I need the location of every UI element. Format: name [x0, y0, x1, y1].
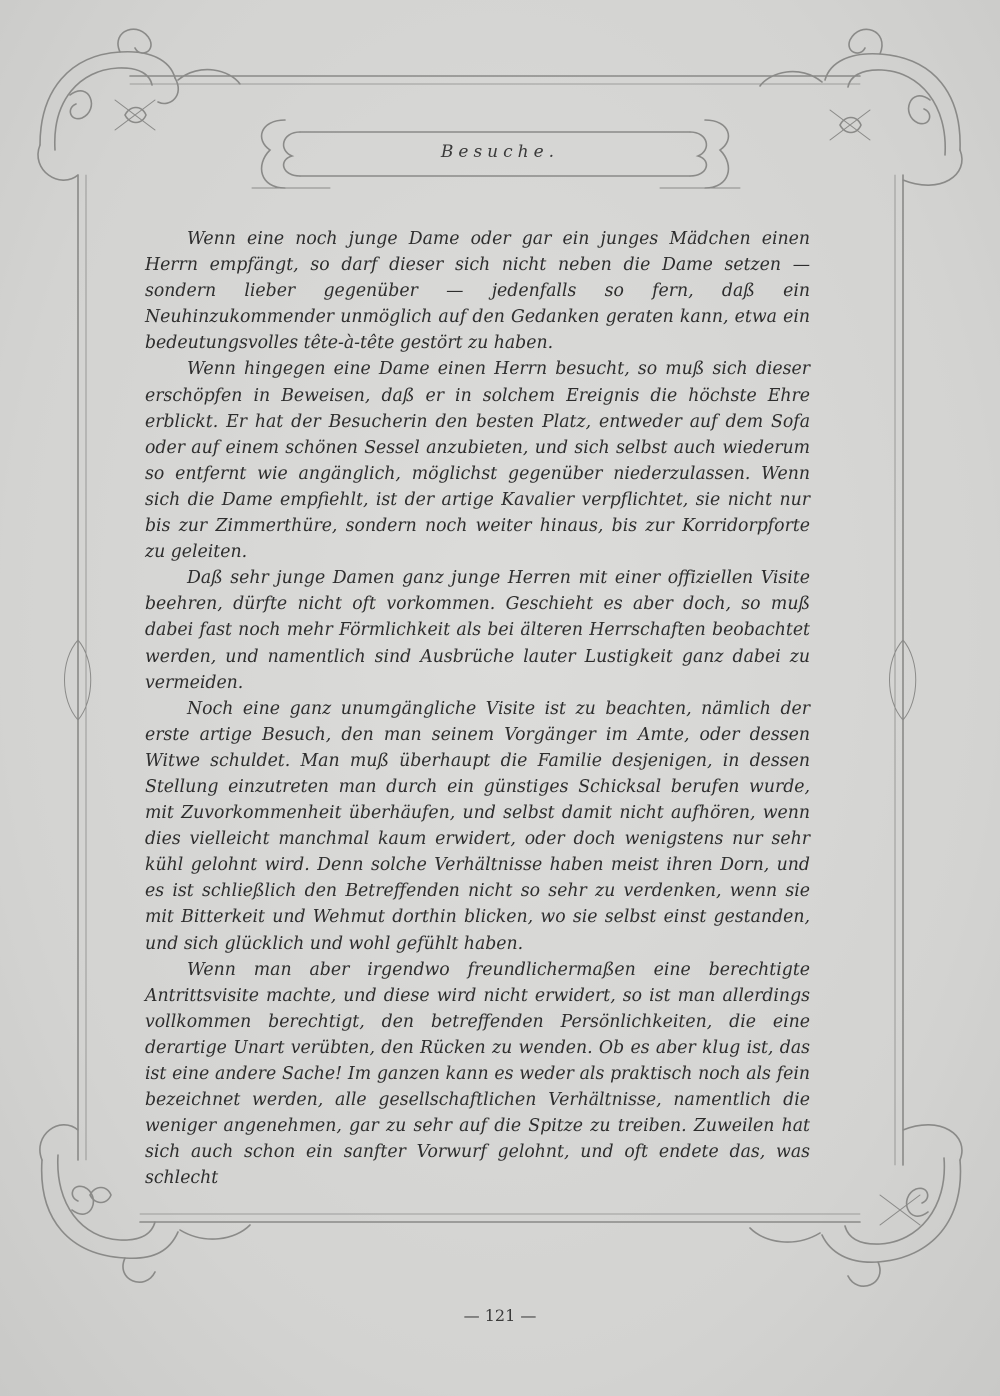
paragraph: Wenn eine noch junge Dame oder gar ein junges Mädchen einen Herrn empfängt, so darf dieser sich nicht neben die Dame setzen — sondern lieber gegenüber — jedenfalls so fern, daß ein Neuhinzukommender unmöglich auf den Gedanken geraten kann, etwa ein bedeutungsvolles tête-à-tête gestört zu haben. — [145, 229, 810, 354]
paragraph: Wenn man aber irgendwo freundlichermaßen eine berechtigte Antrittsvisite machte, und diese wird nicht erwidert, so ist man allerdings vollkommen berechtigt, den betreffenden Persönlichkeiten, die eine derartige Unart verübten, den Rücken zu wenden. Ob es aber klug ist, das ist eine andere Sache! Im ganzen kann es weder als praktisch noch als fein bezeichnet werden, alle gesellschaftlichen Verhältnisse, namentlich die weniger angenehmen, gar zu sehr auf die Spitze zu treiben. Zuweilen hat sich auch schon ein sanfter Vorwurf gelohnt, und oft endete das, was schlecht — [145, 959, 810, 1189]
corner-ornament-top-right — [760, 29, 962, 185]
page-header-title: Besuche. — [440, 142, 560, 162]
paragraph: Wenn hingegen eine Dame einen Herrn besucht, so muß sich dieser erschöpfen in Beweisen, daß er in solchem Ereignis die höchste Ehre erblickt. Er hat der Besucherin den besten Platz, entweder auf dem Sofa oder auf einem schönen Sessel anzubieten, und sich selbst auch wiederum so entfernt wie angänglich, möglichst gegenüber niederzulassen. Wenn sich die Dame empfiehlt, ist der artige Kavalier verpflichtet, sie nicht nur bis zur Zimmerthüre, sondern noch weiter hinaus, bis zur Korridorpforte zu geleiten. — [145, 359, 810, 563]
paragraph: Daß sehr junge Damen ganz junge Herren mit einer offiziellen Visite beehren, dürfte nicht oft vorkommen. Geschieht es aber doch, so muß dabei fast noch mehr Förmlichkeit als bei älteren Herrschaften beobachtet werden, und namentlich sind Ausbrüche lauter Lustigkeit ganz dabei zu vermeiden. — [145, 568, 810, 693]
body-text — [145, 226, 810, 1191]
page-number: — 121 — — [463, 1306, 537, 1325]
paragraph: Noch eine ganz unumgängliche Visite ist zu beachten, nämlich der erste artige Besuch, den man seinem Vorgänger im Amte, oder dessen Witwe schuldet. Man muß überhaupt die Familie desjenigen, in dessen Stellung einzutreten man durch ein günstiges Schicksal berufen wurde, mit Zuvorkommenheit überhäufen, und selbst damit nicht aufhören, wenn dies vielleicht manchmal kaum erwidert, oder doch wenigstens nur sehr kühl gelohnt wird. Denn solche Verhältnisse haben meist ihren Dorn, und es ist schließlich den Betreffenden nicht so sehr zu verdenken, wenn sie mit Bitterkeit und Wehmut dorthin blicken, wo sie selbst einst gestanden, und sich glücklich und wohl gefühlt haben. — [145, 698, 810, 954]
corner-ornament-top-left — [38, 29, 240, 180]
